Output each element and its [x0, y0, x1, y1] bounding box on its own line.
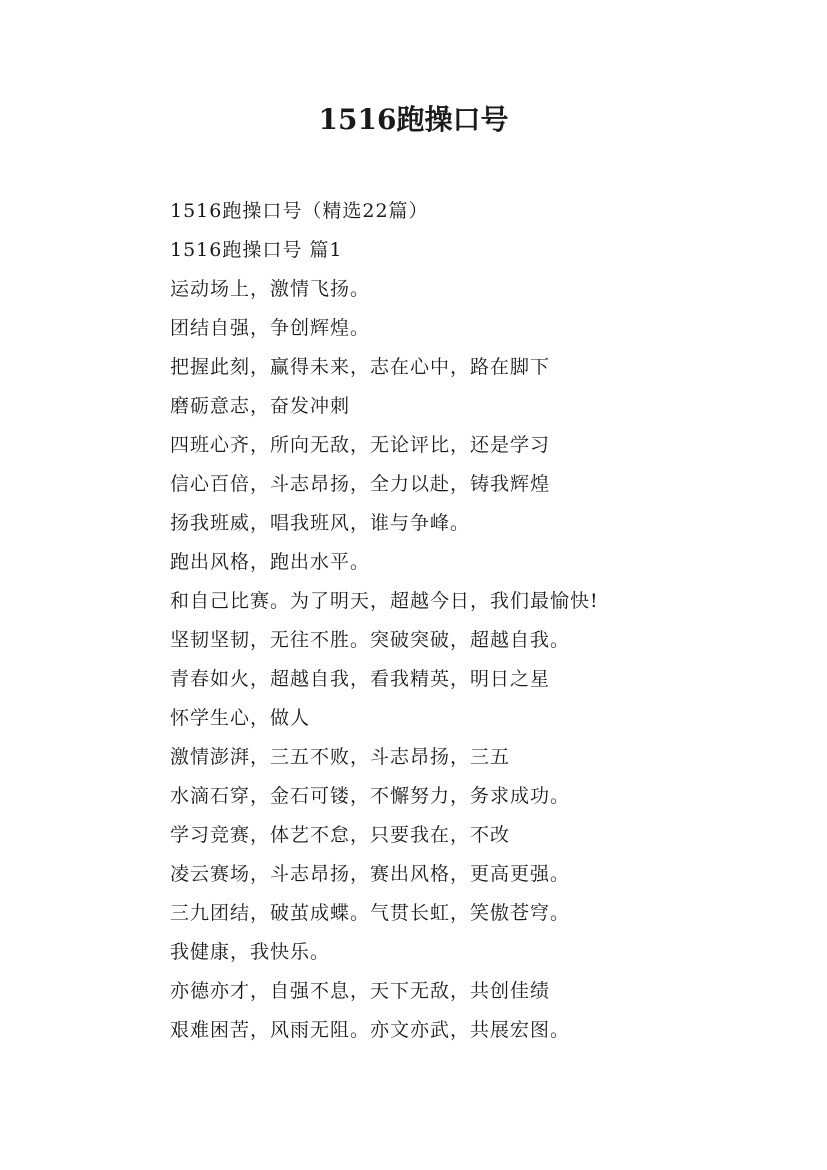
document-title: 1516跑操口号 — [318, 103, 509, 136]
slogan-line: 激情澎湃，三五不败，斗志昂扬，三五 — [170, 746, 511, 768]
slogan-line: 凌云赛场，斗志昂扬，赛出风格，更高更强。 — [170, 863, 571, 885]
slogan-line: 把握此刻，赢得未来，志在心中，路在脚下 — [170, 356, 551, 378]
slogan-line: 和自己比赛。为了明天，超越今日，我们最愉快! — [170, 590, 599, 612]
slogan-line: 学习竞赛，体艺不怠，只要我在，不改 — [170, 824, 511, 846]
slogan-line: 青春如火，超越自我，看我精英，明日之星 — [170, 668, 551, 690]
slogan-line: 亦德亦才，自强不息，天下无敌，共创佳绩 — [170, 980, 551, 1002]
slogan-line: 我健康，我快乐。 — [170, 941, 331, 963]
slogan-line: 信心百倍，斗志昂扬，全力以赴，铸我辉煌 — [170, 473, 551, 495]
slogan-line: 怀学生心，做人 — [170, 707, 311, 729]
slogan-line: 磨砺意志，奋发冲刺 — [170, 395, 351, 417]
slogan-line: 扬我班威，唱我班风，谁与争峰。 — [170, 512, 471, 534]
subtitle-line: 1516跑操口号（精选22篇） — [170, 200, 429, 222]
document-body — [170, 192, 790, 1050]
slogan-line: 坚韧坚韧，无往不胜。突破突破，超越自我。 — [170, 629, 571, 651]
slogan-line: 艰难困苦，风雨无阻。亦文亦武，共展宏图。 — [170, 1019, 571, 1041]
slogan-line: 水滴石穿，金石可镂，不懈努力，务求成功。 — [170, 785, 571, 807]
section-heading: 1516跑操口号 篇1 — [170, 239, 343, 261]
slogan-line: 四班心齐，所向无敌，无论评比，还是学习 — [170, 434, 551, 456]
slogan-line: 跑出风格，跑出水平。 — [170, 551, 371, 573]
slogan-line: 团结自强，争创辉煌。 — [170, 317, 371, 339]
slogan-line: 三九团结，破茧成蝶。气贯长虹，笑傲苍穹。 — [170, 902, 571, 924]
slogan-line: 运动场上，激情飞扬。 — [170, 278, 371, 300]
